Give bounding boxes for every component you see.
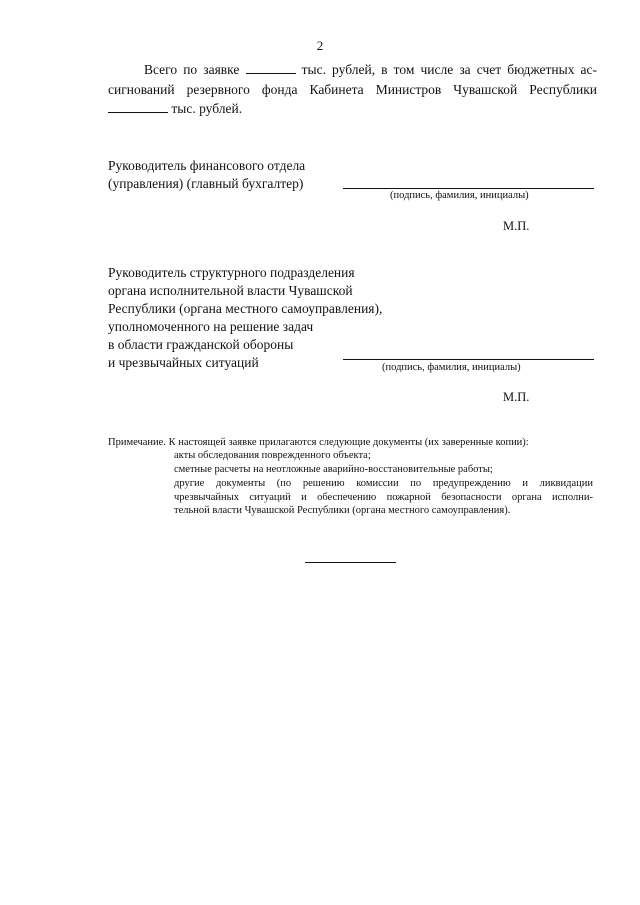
note-item: сметные расчеты на неотложные аварийно-восстановительные работы; (174, 464, 493, 475)
paragraph-line (108, 99, 597, 119)
paragraph-text: тыс. рублей. (171, 101, 243, 116)
signature-line-structural-unit[interactable] (343, 359, 594, 360)
signature-title-line: (управления) (главный бухгалтер) (108, 176, 304, 191)
signature-title-line: в области гражданской обороны (108, 337, 294, 352)
signature-title-finance (108, 157, 305, 193)
paragraph-text: Всего по заявке (144, 62, 240, 77)
signature-title-line: органа исполнительной власти Чувашской (108, 283, 353, 298)
stamp-place: М.П. (503, 390, 530, 404)
signature-title-structural-unit (108, 264, 382, 372)
amount-reserve-blank[interactable] (108, 100, 168, 113)
amount-total-blank[interactable] (246, 61, 296, 74)
signature-title-line: уполномоченного на решение задач (108, 319, 314, 334)
note-line: чрезвычайных ситуаций и обеспечению пожарной безопасности органа исполни- (174, 491, 593, 503)
note-heading: Примечание. К настоящей заявке прилагаются следующие документы (их заверенные копии): (108, 437, 529, 448)
signature-line-finance[interactable] (343, 188, 594, 189)
note-line: другие документы (по решению комиссии по предупреждению и ликвидации (174, 478, 593, 489)
note-line: тельной власти Чувашской Республики (органа местного самоуправления). (174, 505, 511, 517)
stamp-place: М.П. (503, 219, 530, 233)
signature-title-line: Руководитель структурного подразделения (108, 265, 355, 280)
page-number: 2 (316, 38, 324, 53)
paragraph-line: сигнований резервного фонда Кабинета Министров Чувашской Республики (108, 81, 597, 97)
signature-caption: (подпись, фамилия, инициалы) (390, 190, 529, 201)
signature-title-line: Республики (органа местного самоуправления), (108, 301, 383, 316)
signature-caption: (подпись, фамилия, инициалы) (382, 362, 521, 373)
end-divider (305, 562, 396, 563)
signature-title-line: и чрезвычайных ситуаций (108, 355, 259, 370)
total-amount-paragraph (108, 60, 597, 119)
paragraph-text: тыс. рублей, в том числе за счет бюджетных ас- (301, 62, 598, 77)
paragraph-line (108, 60, 597, 80)
note-item-other-documents (174, 477, 593, 518)
signature-title-line: Руководитель финансового отдела (108, 158, 306, 173)
note-item: акты обследования поврежденного объекта; (174, 450, 371, 461)
